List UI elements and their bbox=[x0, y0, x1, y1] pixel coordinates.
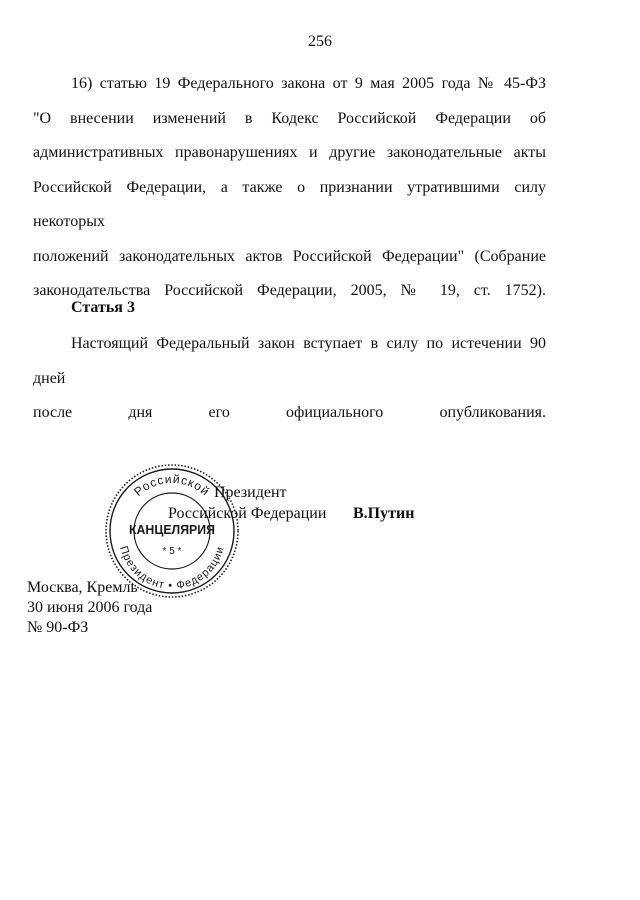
seal-ring-top-text: Российской bbox=[131, 471, 213, 499]
paragraph-line: 16) статью 19 Федерального закона от 9 мая 2005 года № 45-ФЗ bbox=[71, 75, 546, 92]
signing-date: 30 июня 2006 года bbox=[27, 599, 153, 616]
signature-title-line2: Российской Федерации bbox=[168, 505, 327, 522]
signatory-name: В.Путин bbox=[353, 505, 415, 522]
signing-place: Москва, Кремль bbox=[27, 579, 138, 596]
page-number: 256 bbox=[308, 33, 332, 50]
paragraph-line: законодательства Российской Федерации, 2005, № 19, ст. 1752). bbox=[33, 282, 546, 299]
paragraph-article-3 bbox=[33, 327, 546, 431]
article-heading: Статья 3 bbox=[71, 299, 135, 316]
seal-number-text: * 5 * bbox=[162, 546, 182, 557]
seal-ring-bottom-text: Президент • Федерации bbox=[117, 544, 227, 593]
paragraph-line: Российской Федерации, а также о признании утратившими силу некоторых bbox=[33, 178, 546, 230]
paragraph-line: после дня его официального опубликования. bbox=[33, 404, 546, 421]
paragraph-line: Настоящий Федеральный закон вступает в силу по истечении 90 дней bbox=[33, 335, 546, 387]
seal-center-text: КАНЦЕЛЯРИЯ bbox=[129, 522, 215, 537]
paragraph-line: положений законодательных актов Российской Федерации" (Собрание bbox=[33, 247, 546, 265]
paragraph-line: административных правонарушениях и другие законодательные акты bbox=[33, 144, 546, 161]
paragraph-amendment bbox=[33, 67, 546, 309]
signature-title-line1: Президент bbox=[214, 484, 287, 501]
law-number: № 90-ФЗ bbox=[27, 619, 89, 636]
paragraph-line: "О внесении изменений в Кодекс Российской Федерации об bbox=[33, 109, 546, 127]
